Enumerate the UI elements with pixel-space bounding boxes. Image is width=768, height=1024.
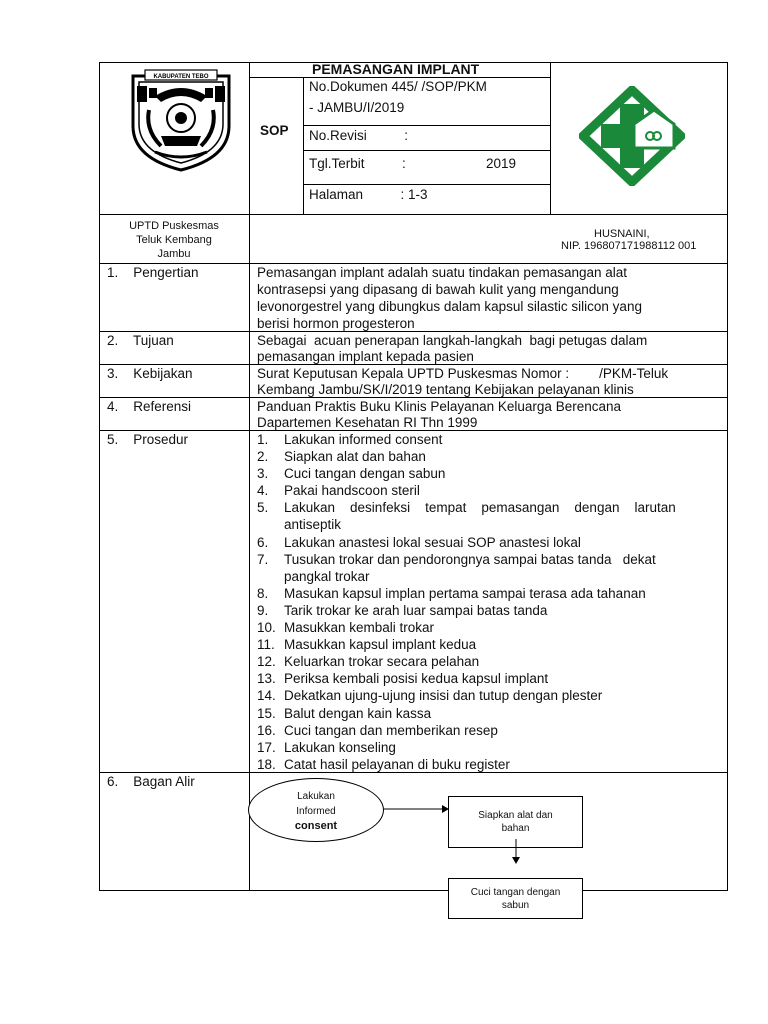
referensi-line: Dapartemen Kesehatan RI Thn 1999	[257, 415, 478, 430]
flow-node-text: Siapkan alat dan bahan	[478, 810, 553, 834]
procedure-step	[257, 653, 722, 670]
document-number: No.Dokumen 445/ /SOP/PKM	[309, 79, 487, 94]
procedure-step	[257, 722, 722, 739]
procedure-step	[257, 687, 722, 704]
signer-nip: NIP. 196807171988112 001	[561, 240, 697, 252]
puskesmas-logo	[579, 86, 685, 186]
procedure-step-number: 12.	[257, 654, 276, 670]
procedure-step-text: Periksa kembali posisi kedua kapsul implant	[284, 671, 549, 687]
procedure-step-number: 4.	[257, 483, 269, 499]
document-number-cont: - JAMBU/I/2019	[309, 100, 405, 115]
procedure-step	[257, 756, 722, 773]
procedure-step-text: Siapkan alat dan bahan	[284, 449, 426, 465]
procedure-step-number: 1.	[257, 432, 269, 447]
procedure-step-text-cont: antiseptik	[284, 517, 342, 533]
flow-node-text: Cuci tangan dengan sabun	[470, 886, 561, 911]
procedure-step-number: 6.	[257, 534, 269, 550]
org-name-line2: Teluk Kembang	[136, 234, 212, 246]
flow-arrow-down	[509, 839, 523, 865]
procedure-step-text: Tarik trokar ke arah luar sampai batas tanda	[284, 602, 548, 618]
procedure-step	[257, 619, 722, 636]
procedure-step-number: 7.	[257, 551, 269, 567]
procedure-step-text: Pakai handscoon steril	[284, 483, 420, 499]
procedure-step-text: Lakukan informed consent	[284, 432, 443, 447]
procedure-step-text: Catat hasil pelayanan di buku register	[284, 756, 510, 772]
procedure-step-number: 15.	[257, 705, 276, 721]
procedure-step-number: 8.	[257, 585, 269, 601]
flow-node-cuci-tangan	[448, 878, 583, 919]
procedure-step-number: 17.	[257, 739, 276, 755]
procedure-step	[257, 705, 722, 722]
org-name-line3: Jambu	[157, 248, 191, 260]
procedure-step-number: 13.	[257, 671, 276, 687]
procedure-step-number: 3.	[257, 466, 269, 482]
logo-label: KABUPATEN TEBO	[153, 74, 209, 80]
procedure-step	[257, 636, 722, 653]
procedure-step-text: Masukkan kembali trokar	[284, 620, 435, 636]
procedure-step-number: 14.	[257, 688, 276, 704]
procedure-step-text: Tusukan trokar dan pendorongnya sampai batas tanda dekat	[284, 551, 656, 567]
document-title: PEMASANGAN IMPLANT	[312, 61, 480, 77]
flow-node-text: consent	[294, 820, 338, 832]
procedure-step-number: 2.	[257, 449, 269, 465]
procedure-step	[257, 448, 722, 465]
procedure-step-text: Lakukan desinfeksi tempat pemasangan dengan larutan	[284, 500, 676, 516]
procedure-step-text-cont: pangkal trokar	[284, 568, 370, 584]
procedure-step	[257, 482, 722, 499]
org-name-line1: UPTD Puskesmas	[129, 220, 219, 232]
sop-label: SOP	[260, 123, 289, 138]
procedure-step-number: 16.	[257, 722, 276, 738]
section-label-bagan-alir: 6. Bagan Alir	[107, 774, 195, 789]
flow-node-informed-consent	[248, 778, 384, 842]
kebijakan-line: Kembang Jambu/SK/I/2019 tentang Kebijakan pelayanan klinis	[257, 382, 634, 397]
revision-number: No.Revisi :	[309, 128, 409, 143]
section-label-tujuan: 2. Tujuan	[107, 333, 174, 348]
procedure-step-text: Lakukan konseling	[284, 739, 396, 755]
page-count: Halaman : 1-3	[309, 187, 428, 202]
procedure-step-text: Balut dengan kain kassa	[284, 705, 432, 721]
pengertian-line: Pemasangan implant adalah suatu tindakan pemasangan alat	[257, 265, 628, 280]
section-label-referensi: 4. Referensi	[107, 399, 192, 414]
signer-name: HUSNAINI,	[594, 228, 650, 240]
flow-node-text: Lakukan	[297, 791, 335, 802]
procedure-step-number: 5.	[257, 500, 269, 516]
procedure-step	[257, 585, 722, 602]
procedure-step-number: 11.	[257, 637, 275, 653]
procedure-step	[257, 534, 722, 551]
procedure-step	[257, 602, 722, 619]
procedure-step-number: 10.	[257, 620, 276, 636]
section-label-pengertian: 1. Pengertian	[107, 265, 199, 280]
referensi-line: Panduan Praktis Buku Klinis Pelayanan Keluarga Berencana	[257, 399, 621, 414]
procedure-step	[257, 499, 722, 533]
procedure-step-text: Cuci tangan dan memberikan resep	[284, 722, 498, 738]
procedure-step	[257, 551, 722, 585]
procedure-step-number: 9.	[257, 602, 269, 618]
procedure-step-text: Lakukan anastesi lokal sesuai SOP anastesi lokal	[284, 534, 581, 550]
kebijakan-line: Surat Keputusan Kepala UPTD Puskesmas Nomor : /PKM-Teluk	[257, 366, 669, 381]
regency-logo	[125, 66, 237, 174]
procedure-step-text: Dekatkan ujung-ujung insisi dan tutup dengan plester	[284, 688, 603, 704]
flow-arrow-right	[384, 802, 450, 816]
tujuan-line: pemasangan implant kepada pasien	[257, 349, 474, 364]
procedure-list	[257, 431, 722, 773]
pengertian-line: levonorgestrel yang dibungkus dalam kapsul silastic silicon yang	[257, 299, 642, 314]
procedure-step-text: Keluarkan trokar secara pelahan	[284, 654, 480, 670]
pengertian-line: kontrasepsi yang dipasang di bawah kulit yang mengandung	[257, 282, 619, 297]
tujuan-line: Sebagai acuan penerapan langkah-langkah bagi petugas dalam	[257, 333, 648, 348]
pengertian-line: berisi hormon progesteron	[257, 316, 415, 331]
procedure-step	[257, 465, 722, 482]
procedure-step	[257, 431, 722, 448]
issue-year: 2019	[486, 156, 517, 171]
procedure-step-text: Masukan kapsul implan pertama sampai terasa ada tahanan	[284, 585, 646, 601]
section-label-kebijakan: 3. Kebijakan	[107, 366, 193, 381]
procedure-step	[257, 670, 722, 687]
procedure-step-number: 18.	[257, 756, 276, 772]
section-label-prosedur: 5. Prosedur	[107, 432, 189, 447]
procedure-step	[257, 739, 722, 756]
procedure-step-text: Masukkan kapsul implant kedua	[284, 637, 477, 653]
issue-date-label: Tgl.Terbit :	[309, 156, 406, 171]
flow-node-text: Informed	[296, 806, 336, 817]
procedure-step-text: Cuci tangan dengan sabun	[284, 466, 446, 482]
